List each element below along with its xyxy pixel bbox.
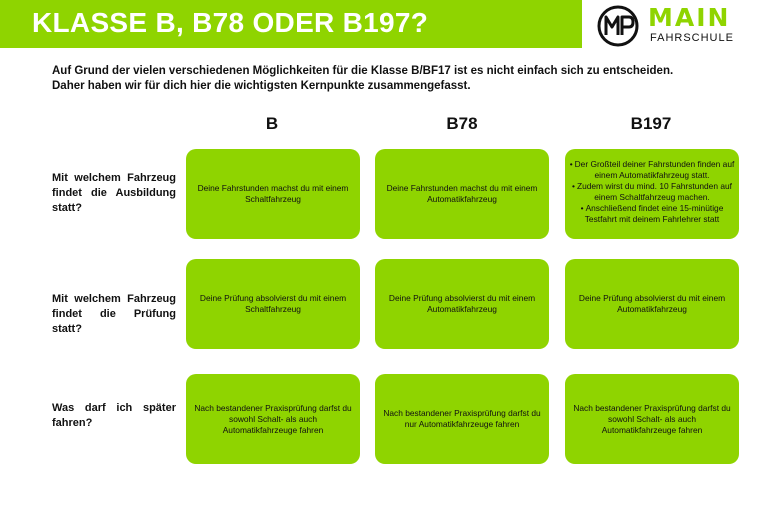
- card-text: Deine Fahrstunden machst du mit einem Schaltfahrzeug: [197, 183, 349, 204]
- column-header-b: B: [265, 114, 279, 133]
- card-b-ausbildung: [186, 149, 360, 239]
- card-b197-pruefung: [565, 259, 739, 349]
- card-text: Deine Fahrstunden machst du mit einem Automatikfahrzeug: [386, 183, 538, 204]
- intro-text: [52, 64, 692, 94]
- card-b197-ausbildung: [565, 149, 739, 239]
- intro-line-1: Auf Grund der vielen verschiedenen Möglichkeiten für die Klasse B/BF17 ist es nicht einfach sich zu entscheiden.: [52, 65, 674, 77]
- card-b78-pruefung: [375, 259, 549, 349]
- row-label-pruefung: Mit welchem Fahrzeug findet die Prüfung statt?: [52, 293, 176, 335]
- header-banner: [0, 0, 582, 48]
- list-item: • Der Großteil deiner Fahrstunden finden auf einem Automatikfahrzeug statt.: [569, 159, 735, 180]
- row-label-spaeter-fahren: Was darf ich später fahren?: [52, 402, 176, 429]
- logo-brand-text: MAIN: [648, 3, 731, 32]
- card-b78-spaeter: [375, 374, 549, 464]
- logo-subtitle-text: FAHRSCHULE: [650, 32, 734, 44]
- logo-emblem-icon: [596, 5, 644, 47]
- bullet-icon: •: [580, 203, 584, 213]
- column-header-b197: B197: [630, 114, 672, 133]
- card-b78-ausbildung: [375, 149, 549, 239]
- brand-logo[interactable]: [596, 5, 742, 47]
- card-b197-spaeter: [565, 374, 739, 464]
- card-text: Deine Prüfung absolvierst du mit einem Automatikfahrzeug: [388, 293, 536, 314]
- card-b-pruefung: [186, 259, 360, 349]
- card-text: Nach bestandener Praxisprüfung darfst du nur Automatikfahrzeuge fahren: [383, 408, 541, 429]
- bullet-icon: •: [569, 159, 573, 169]
- card-text: Nach bestandener Praxisprüfung darfst du sowohl Schalt- als auch Automatikfahrzeuge fahren: [194, 402, 352, 435]
- list-item: • Zudem wirst du mind. 10 Fahrstunden auf einem Schaltfahrzeug machen.: [572, 181, 732, 202]
- list-item: • Anschließend findet eine 15-minütige Testfahrt mit deinem Fahrlehrer statt: [580, 203, 724, 224]
- card-b-spaeter: [186, 374, 360, 464]
- card-text: Nach bestandener Praxisprüfung darfst du sowohl Schalt- als auch Automatikfahrzeuge fahren: [573, 402, 731, 435]
- card-text: Deine Prüfung absolvierst du mit einem Schaltfahrzeug: [199, 293, 347, 314]
- b197-ausbildung-list: [569, 159, 735, 225]
- column-header-b78: B78: [446, 114, 478, 133]
- row-label-ausbildung: Mit welchem Fahrzeug findet die Ausbildung statt?: [52, 172, 176, 214]
- card-text: Deine Prüfung absolvierst du mit einem Automatikfahrzeug: [578, 293, 726, 314]
- intro-line-2: Daher haben wir für dich hier die wichtigsten Kernpunkte zusammengefasst.: [52, 80, 471, 92]
- bullet-icon: •: [572, 181, 575, 191]
- page-title: KLASSE B, B78 ODER B197?: [32, 7, 429, 38]
